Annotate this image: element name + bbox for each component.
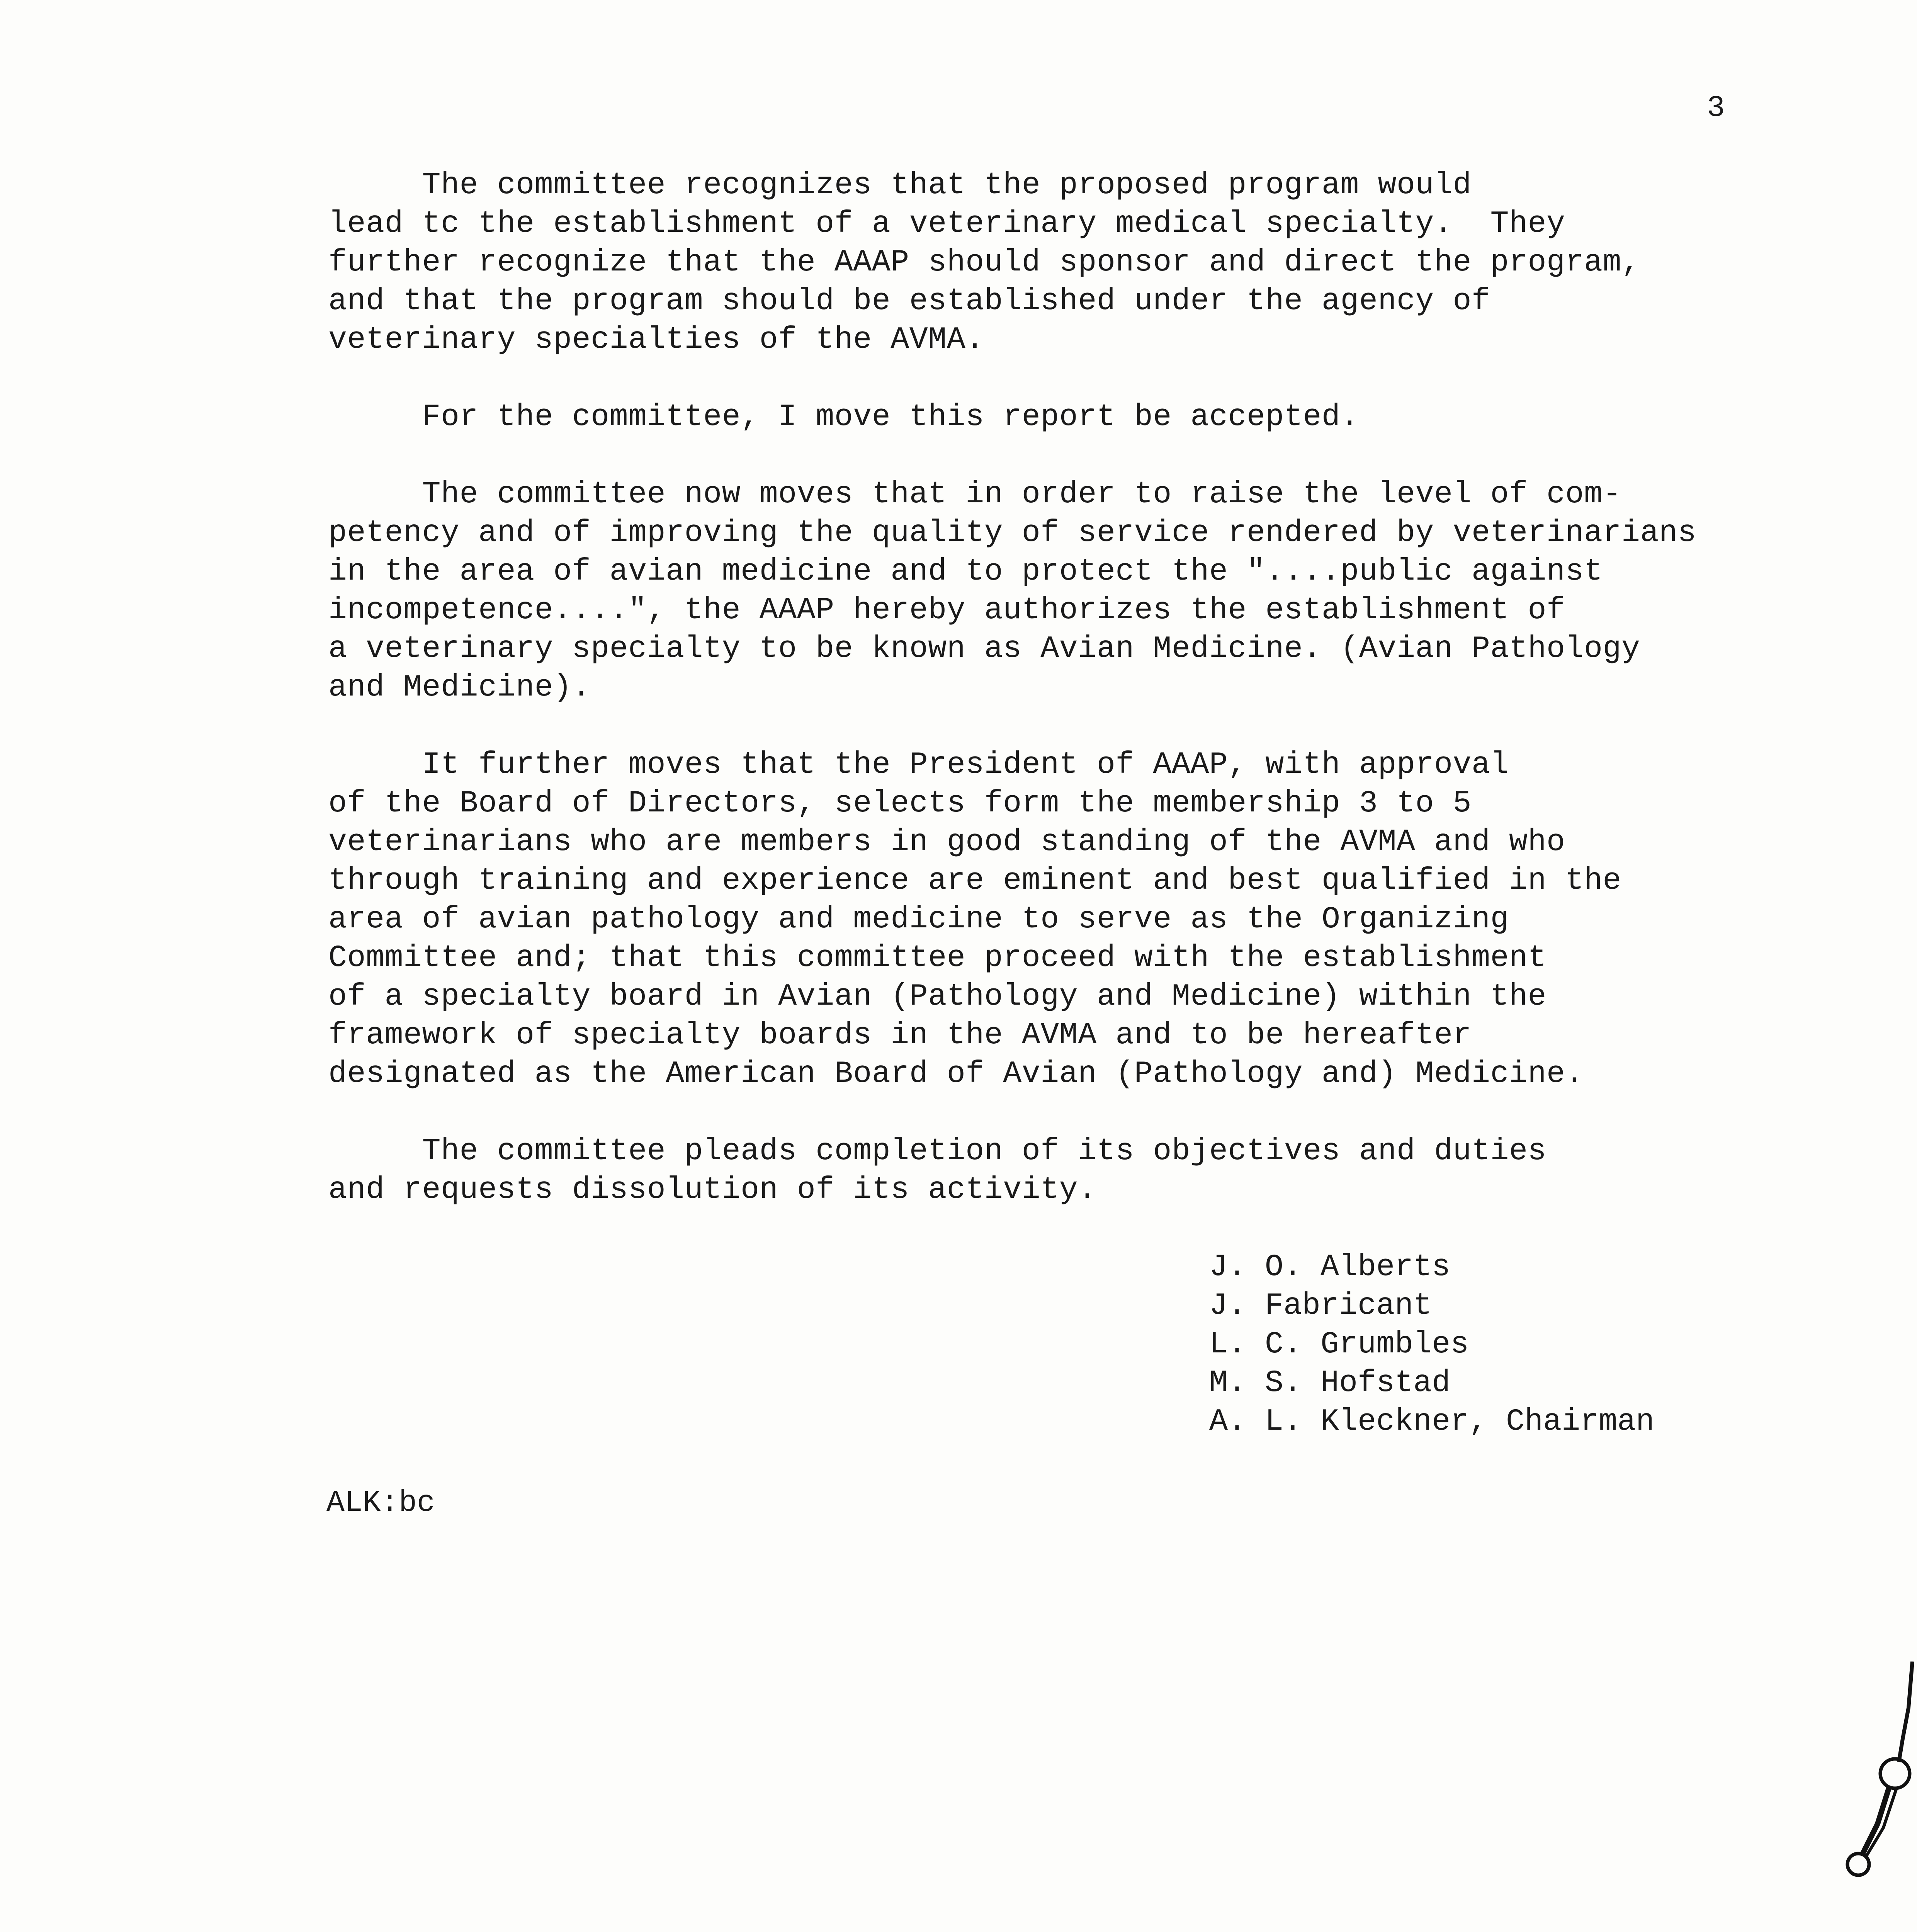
paragraph-3-line-6: and Medicine).: [328, 670, 591, 705]
paragraph-1-line-4: and that the program should be established under the agency of: [328, 284, 1490, 319]
paragraph-3-line-5: a veterinary specialty to be known as Avian Medicine. (Avian Pathology: [328, 631, 1640, 667]
page-number: 3: [1707, 91, 1725, 125]
paragraph-3-line-4: incompetence....", the AAAP hereby authorizes the establishment of: [328, 593, 1565, 628]
paragraph-5-line-2: and requests dissolution of its activity.: [328, 1172, 1097, 1208]
signatory-fabricant: J. Fabricant: [1209, 1288, 1432, 1323]
signatory-alberts: J. O. Alberts: [1209, 1250, 1451, 1285]
paragraph-4-line-1: It further moves that the President of AAAP, with approval: [328, 747, 1509, 782]
signatory-kleckner: A. L. Kleckner, Chairman: [1209, 1404, 1655, 1439]
paragraph-1-line-1: The committee recognizes that the proposed program would: [328, 168, 1472, 203]
paragraph-3-line-3: in the area of avian medicine and to protect the "....public against: [328, 554, 1603, 589]
binder-clip-icon: [1816, 1662, 1917, 1878]
paragraph-1-line-5: veterinary specialties of the AVMA.: [328, 322, 984, 357]
paragraph-4-line-9: designated as the American Board of Avian (Pathology and) Medicine.: [328, 1056, 1584, 1092]
paragraph-4-line-3: veterinarians who are members in good standing of the AVMA and who: [328, 825, 1565, 860]
paragraph-3-line-1: The committee now moves that in order to raise the level of com-: [328, 477, 1622, 512]
paragraph-4-line-7: of a specialty board in Avian (Pathology and Medicine) within the: [328, 979, 1547, 1014]
paragraph-2-line-1: For the committee, I move this report be accepted.: [328, 400, 1359, 435]
paragraph-1-line-3: further recognize that the AAAP should sponsor and direct the program,: [328, 245, 1640, 280]
signatory-hofstad: M. S. Hofstad: [1209, 1366, 1451, 1401]
paragraph-1-line-2: lead tc the establishment of a veterinary medical specialty. They: [328, 206, 1565, 242]
signatory-grumbles: L. C. Grumbles: [1209, 1327, 1469, 1362]
reference-initials: ALK:bc: [326, 1486, 435, 1520]
paragraph-4-line-2: of the Board of Directors, selects form the membership 3 to 5: [328, 786, 1472, 821]
paragraph-4-line-8: framework of specialty boards in the AVMA and to be hereafter: [328, 1018, 1472, 1053]
paragraph-3-line-2: petency and of improving the quality of service rendered by veterinarians: [328, 515, 1697, 551]
paragraph-5-line-1: The committee pleads completion of its objectives and duties: [328, 1134, 1547, 1169]
paragraph-4-line-4: through training and experience are eminent and best qualified in the: [328, 863, 1622, 898]
paragraph-4-line-6: Committee and; that this committee proceed with the establishment: [328, 940, 1547, 976]
paragraph-4-line-5: area of avian pathology and medicine to serve as the Organizing: [328, 902, 1509, 937]
